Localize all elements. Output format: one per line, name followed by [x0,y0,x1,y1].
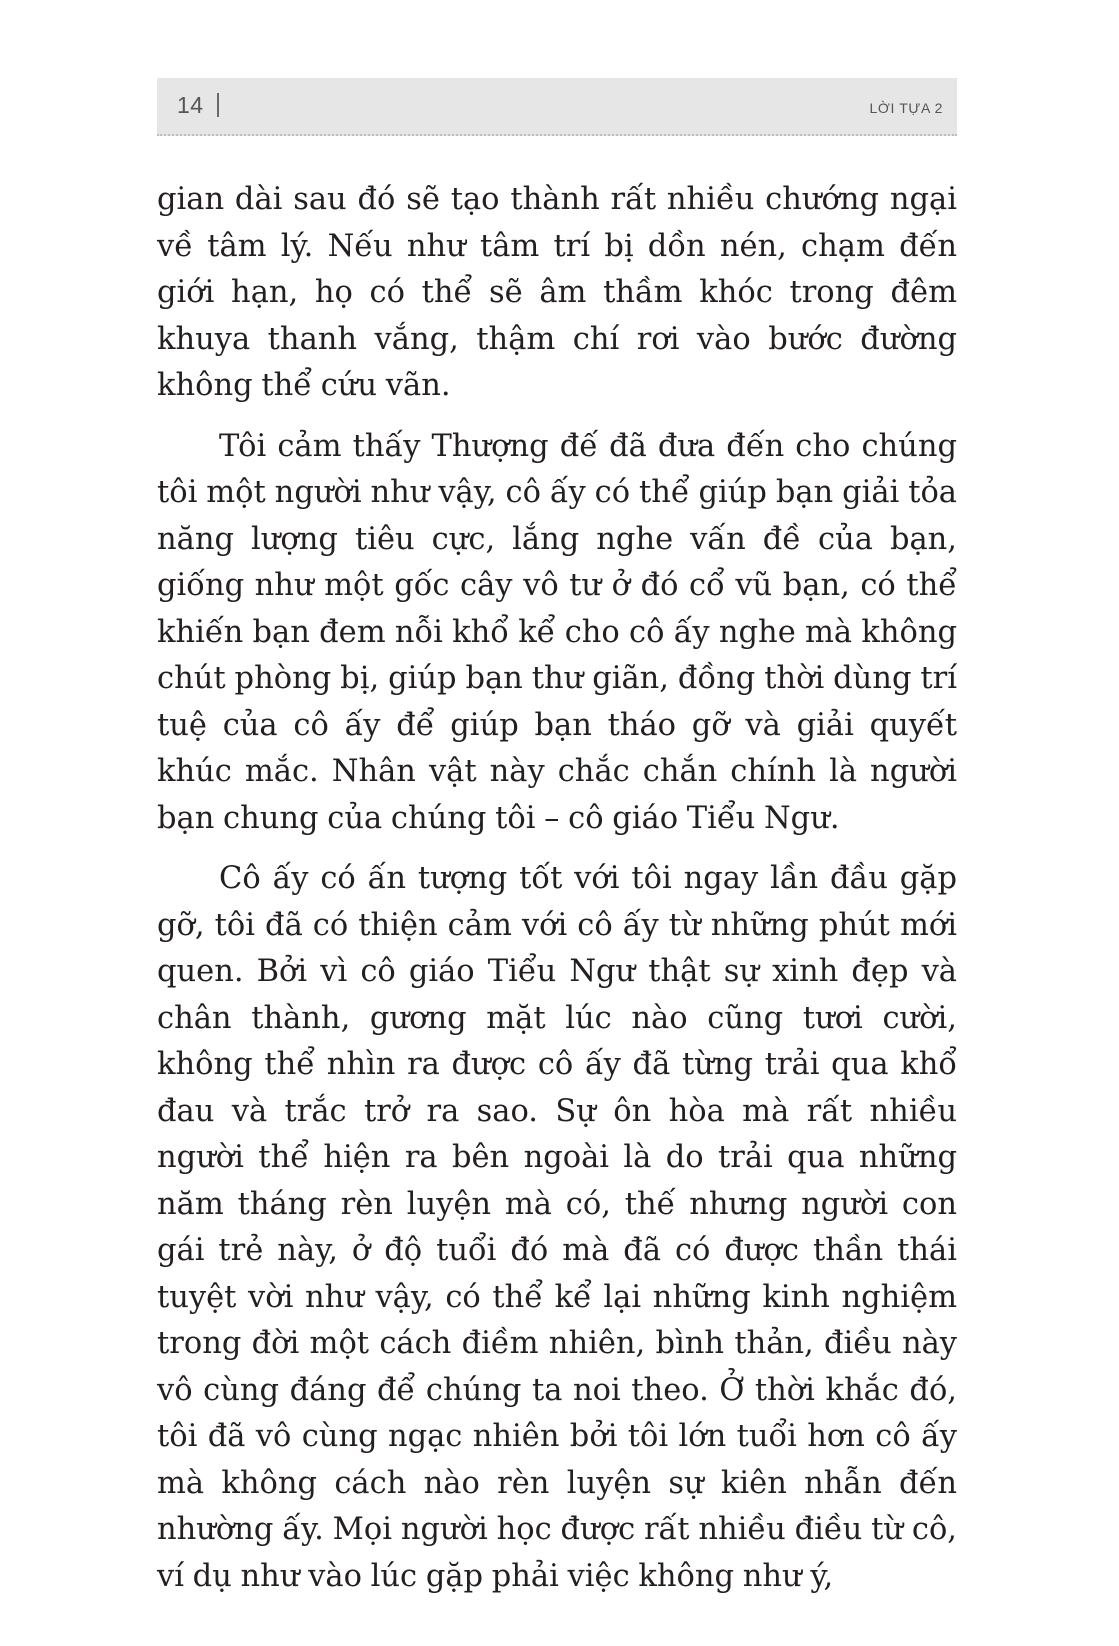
header-divider [217,93,219,117]
paragraph: Tôi cảm thấy Thượng đế đã đưa đến cho chúng tôi một người như vậy, cô ấy có thể giúp bạn giải tỏa năng lượng tiêu cực, lắng nghe vấn đề của bạn, giống như một gốc cây vô tư ở đó cổ vũ bạn, có thể khiến bạn đem nỗi khổ kể cho cô ấy nghe mà không chút phòng bị, giúp bạn thư giãn, đồng thời dùng trí tuệ của cô ấy để giúp bạn tháo gỡ và giải quyết khúc mắc. Nhân vật này chắc chắn chính là người bạn chung của chúng tôi – cô giáo Tiểu Ngư. [157,428,957,836]
paragraph: Cô ấy có ấn tượng tốt với tôi ngay lần đầu gặp gỡ, tôi đã có thiện cảm với cô ấy từ những phút mới quen. Bởi vì cô giáo Tiểu Ngư thật sự xinh đẹp và chân thành, gương mặt lúc nào cũng tươi cười, không thể nhìn ra được cô ấy đã từng trải qua khổ đau và trắc trở ra sao. Sự ôn hòa mà rất nhiều người thể hiện ra bên ngoài là do trải qua những năm tháng rèn luyện mà có, thế nhưng người con gái trẻ này, ở độ tuổi đó mà đã có được thần thái tuyệt vời như vậy, có thể kể lại những kinh nghiệm trong đời một cách điềm nhiên, bình thản, điều này vô cùng đáng để chúng ta noi theo. Ở thời khắc đó, tôi đã vô cùng ngạc nhiên bởi tôi lớn tuổi hơn cô ấy mà không cách nào rèn luyện sự kiên nhẫn đến nhường ấy. Mọi người học được rất nhiều điều từ cô, ví dụ như vào lúc gặp phải việc không như ý, [157,861,957,1594]
page-header [157,78,957,136]
paragraph-continuation: gian dài sau đó sẽ tạo thành rất nhiều chướng ngại về tâm lý. Nếu như tâm trí bị dồn nén, chạm đến giới hạn, họ có thể sẽ âm thầm khóc trong đêm khuya thanh vắng, thậm chí rơi vào bước đường không thể cứu vãn. [157,182,957,403]
page-number: 14 [177,92,204,118]
body-text [157,177,957,1600]
running-title: LỜI TỰA 2 [869,100,943,116]
